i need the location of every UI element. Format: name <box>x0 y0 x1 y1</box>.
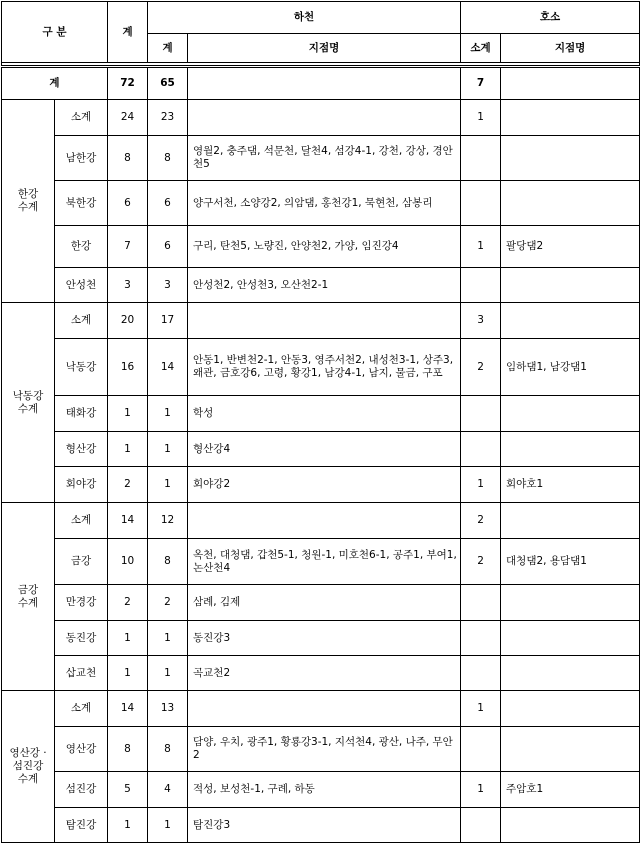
river-sites-cell: 양구서천, 소양강2, 의암댐, 홍천강1, 묵현천, 삼봉리 <box>188 181 461 226</box>
river-system-name: 북한강 <box>55 181 108 226</box>
total-cell: 2 <box>108 585 148 621</box>
river-sites-cell: 탐진강3 <box>188 808 461 843</box>
lake-sites-cell <box>501 268 640 303</box>
river-system-name: 소계 <box>55 303 108 339</box>
river-system-name: 한강 <box>55 226 108 268</box>
river-system-name: 탐진강 <box>55 808 108 843</box>
river-cell: 6 <box>148 181 188 226</box>
river-cell: 1 <box>148 621 188 656</box>
river-system-name: 소계 <box>55 691 108 727</box>
river-system-name: 태화강 <box>55 396 108 432</box>
river-sites-cell <box>188 303 461 339</box>
lake-sites-cell: 대청댐2, 용담댐1 <box>501 539 640 585</box>
river-cell: 4 <box>148 772 188 808</box>
total-cell: 2 <box>108 467 148 503</box>
total-cell: 5 <box>108 772 148 808</box>
lake-cell: 2 <box>461 339 501 396</box>
lake-cell <box>461 621 501 656</box>
table-row <box>2 656 640 691</box>
header-lake-subtotal: 소계 <box>461 34 501 63</box>
lake-sites-cell <box>501 621 640 656</box>
header-lake-sites: 지점명 <box>501 34 640 63</box>
river-sites-cell: 회야강2 <box>188 467 461 503</box>
total-cell: 1 <box>108 621 148 656</box>
lake-cell <box>461 585 501 621</box>
lake-cell: 2 <box>461 503 501 539</box>
river-sites-cell <box>188 100 461 136</box>
table-row <box>2 100 640 136</box>
basin-name: 영산강 · 섬진강 수계 <box>2 691 55 843</box>
total-cell: 6 <box>108 181 148 226</box>
river-cell: 23 <box>148 100 188 136</box>
table-row <box>2 727 640 772</box>
river-sites-cell <box>188 503 461 539</box>
table-row <box>2 691 640 727</box>
river-cell: 1 <box>148 656 188 691</box>
grand-total-lake: 7 <box>461 67 501 100</box>
river-cell: 1 <box>148 432 188 467</box>
river-cell: 2 <box>148 585 188 621</box>
lake-cell: 1 <box>461 772 501 808</box>
lake-cell: 1 <box>461 691 501 727</box>
lake-cell <box>461 432 501 467</box>
river-system-name: 형산강 <box>55 432 108 467</box>
header-total: 계 <box>108 2 148 63</box>
river-sites-cell: 안동1, 반변천2-1, 안동3, 영주서천2, 내성천3-1, 상주3, 왜관, 금호강6, 고령, 황강1, 남강4-1, 남지, 물금, 구포 <box>188 339 461 396</box>
river-cell: 1 <box>148 808 188 843</box>
river-cell: 1 <box>148 467 188 503</box>
lake-sites-cell: 팔당댐2 <box>501 226 640 268</box>
table-row <box>2 396 640 432</box>
river-system-name: 동진강 <box>55 621 108 656</box>
header-river-count: 계 <box>148 34 188 63</box>
lake-cell: 1 <box>461 467 501 503</box>
river-cell: 8 <box>148 136 188 181</box>
river-sites-cell: 삼례, 김제 <box>188 585 461 621</box>
river-cell: 6 <box>148 226 188 268</box>
river-system-name: 금강 <box>55 539 108 585</box>
header-river: 하천 <box>148 2 461 34</box>
river-cell: 17 <box>148 303 188 339</box>
lake-sites-cell <box>501 585 640 621</box>
river-system-name: 영산강 <box>55 727 108 772</box>
river-cell: 3 <box>148 268 188 303</box>
lake-cell: 2 <box>461 539 501 585</box>
total-cell: 16 <box>108 339 148 396</box>
lake-sites-cell <box>501 503 640 539</box>
lake-cell <box>461 727 501 772</box>
river-sites-cell: 담양, 우치, 광주1, 황룡강3-1, 지석천4, 광산, 나주, 무안2 <box>188 727 461 772</box>
river-cell: 8 <box>148 539 188 585</box>
river-sites-cell: 동진강3 <box>188 621 461 656</box>
river-sites-cell: 영월2, 충주댐, 석문천, 달천4, 섬강4-1, 강천, 강상, 경안천5 <box>188 136 461 181</box>
lake-sites-cell: 임하댐1, 남강댐1 <box>501 339 640 396</box>
total-cell: 8 <box>108 136 148 181</box>
total-cell: 1 <box>108 808 148 843</box>
lake-sites-cell <box>501 136 640 181</box>
total-cell: 3 <box>108 268 148 303</box>
river-sites-cell: 곡교천2 <box>188 656 461 691</box>
table-row <box>2 339 640 396</box>
table-row <box>2 136 640 181</box>
lake-cell: 1 <box>461 100 501 136</box>
lake-cell <box>461 656 501 691</box>
total-cell: 20 <box>108 303 148 339</box>
lake-sites-cell <box>501 432 640 467</box>
river-system-name: 소계 <box>55 503 108 539</box>
lake-sites-cell <box>501 100 640 136</box>
basin-name: 한강 수계 <box>2 100 55 303</box>
grand-total-label: 계 <box>2 67 108 100</box>
lake-sites-cell <box>501 656 640 691</box>
total-cell: 14 <box>108 503 148 539</box>
lake-cell <box>461 268 501 303</box>
table-row <box>2 772 640 808</box>
table-row <box>2 585 640 621</box>
header-lake: 호소 <box>461 2 640 34</box>
river-sites-cell: 구리, 탄천5, 노량진, 안양천2, 가양, 임진강4 <box>188 226 461 268</box>
table-row <box>2 268 640 303</box>
total-cell: 1 <box>108 396 148 432</box>
lake-cell <box>461 396 501 432</box>
river-system-name: 남한강 <box>55 136 108 181</box>
lake-sites-cell <box>501 808 640 843</box>
lake-sites-cell <box>501 181 640 226</box>
river-cell: 8 <box>148 727 188 772</box>
river-sites-cell: 학성 <box>188 396 461 432</box>
lake-cell <box>461 136 501 181</box>
header-river-sites: 지점명 <box>188 34 461 63</box>
table-row <box>2 467 640 503</box>
river-sites-cell: 적성, 보성천-1, 구례, 하동 <box>188 772 461 808</box>
table-row <box>2 503 640 539</box>
river-system-name: 안성천 <box>55 268 108 303</box>
river-system-name: 삽교천 <box>55 656 108 691</box>
header-category: 구 분 <box>2 2 108 63</box>
table-row <box>2 181 640 226</box>
grand-total-river: 65 <box>148 67 188 100</box>
monitoring-sites-table <box>1 1 640 843</box>
total-cell: 24 <box>108 100 148 136</box>
grand-total-row <box>2 67 640 100</box>
lake-sites-cell: 주암호1 <box>501 772 640 808</box>
lake-cell <box>461 181 501 226</box>
table-row <box>2 539 640 585</box>
total-cell: 10 <box>108 539 148 585</box>
river-sites-cell <box>188 691 461 727</box>
total-cell: 1 <box>108 432 148 467</box>
total-cell: 7 <box>108 226 148 268</box>
table-row <box>2 432 640 467</box>
river-system-name: 만경강 <box>55 585 108 621</box>
total-cell: 8 <box>108 727 148 772</box>
basin-name: 낙동강 수계 <box>2 303 55 503</box>
table-row <box>2 303 640 339</box>
lake-sites-cell: 회야호1 <box>501 467 640 503</box>
river-sites-cell: 옥천, 대청댐, 갑천5-1, 청원-1, 미호천6-1, 공주1, 부여1, 논산천4 <box>188 539 461 585</box>
lake-sites-cell <box>501 396 640 432</box>
river-system-name: 소계 <box>55 100 108 136</box>
river-cell: 14 <box>148 339 188 396</box>
lake-cell: 1 <box>461 226 501 268</box>
table-row <box>2 226 640 268</box>
lake-sites-cell <box>501 691 640 727</box>
table-row <box>2 621 640 656</box>
lake-sites-cell <box>501 303 640 339</box>
total-cell: 14 <box>108 691 148 727</box>
lake-cell <box>461 808 501 843</box>
lake-cell: 3 <box>461 303 501 339</box>
river-sites-cell: 형산강4 <box>188 432 461 467</box>
total-cell: 1 <box>108 656 148 691</box>
river-system-name: 회야강 <box>55 467 108 503</box>
river-cell: 1 <box>148 396 188 432</box>
grand-total-value: 72 <box>108 67 148 100</box>
river-sites-cell: 안성천2, 안성천3, 오산천2-1 <box>188 268 461 303</box>
river-cell: 13 <box>148 691 188 727</box>
river-system-name: 섬진강 <box>55 772 108 808</box>
river-cell: 12 <box>148 503 188 539</box>
table-row <box>2 808 640 843</box>
lake-sites-cell <box>501 727 640 772</box>
river-system-name: 낙동강 <box>55 339 108 396</box>
basin-name: 금강 수계 <box>2 503 55 691</box>
